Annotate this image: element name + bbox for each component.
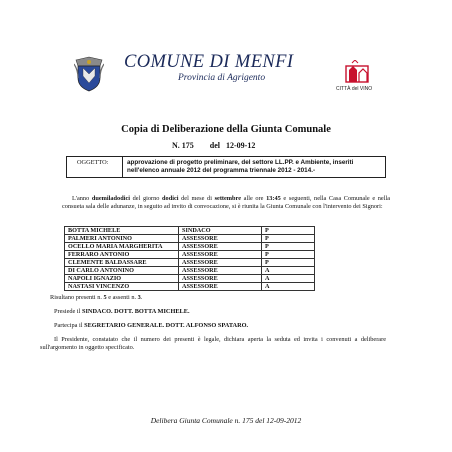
attendance-summary [50, 294, 142, 301]
intro-text: alle ore [241, 195, 267, 202]
member-name: PALMERI ANTONINO [65, 235, 179, 243]
municipal-crest-icon [74, 56, 104, 92]
intro-text: del mese di [178, 195, 215, 202]
member-status: A [262, 275, 315, 283]
member-status: P [262, 243, 315, 251]
citta-del-vino-label: CITTÀ del VINO [336, 86, 373, 92]
presides-name: SINDACO. DOTT. BOTTA MICHELE. [81, 308, 190, 315]
member-role: ASSESSORE [179, 259, 262, 267]
document-number-line [172, 141, 255, 150]
member-name: BOTTA MICHELE [65, 227, 179, 235]
secretary-name: SEGRETARIO GENERALE. DOTT. ALFONSO SPATARO. [84, 322, 249, 329]
table-row [65, 243, 315, 251]
table-row [65, 235, 315, 243]
member-role: ASSESSORE [179, 243, 262, 251]
deliberation-number: N. 175 [172, 141, 194, 150]
citta-del-vino-logo-icon [344, 60, 370, 84]
summary-text: Risultano presenti n. [50, 294, 104, 301]
member-role: ASSESSORE [179, 275, 262, 283]
member-status: P [262, 227, 315, 235]
intro-text: del giorno [130, 195, 163, 202]
table-row [65, 275, 315, 283]
document-heading: Copia di Deliberazione della Giunta Comunale [121, 124, 331, 135]
intro-text: L'anno [72, 195, 92, 202]
page-subtitle: Provincia di Agrigento [178, 73, 266, 83]
member-status: A [262, 283, 315, 291]
intro-year: duemiladodici [91, 195, 130, 202]
intro-paragraph [62, 195, 390, 212]
table-row [65, 267, 315, 275]
member-role: SINDACO [179, 227, 262, 235]
member-role: ASSESSORE [179, 235, 262, 243]
member-name: CLEMENTE BALDASSARE [65, 259, 179, 267]
member-name: DI CARLO ANTONINO [65, 267, 179, 275]
member-role: ASSESSORE [179, 283, 262, 291]
presides-line [54, 308, 190, 315]
attendance-table [64, 226, 315, 291]
page-title: COMUNE DI MENFI [124, 52, 294, 72]
intro-time: 13:45 [266, 195, 281, 202]
closing-paragraph: Il Presidente, constatato che il numero dei presenti è legale, dichiara aperta la seduta ed invita i convenuti a deliberare sull'argomento in oggetto specificato. [40, 336, 386, 352]
member-name: OCELLO MARIA MARGHERITA [65, 243, 179, 251]
subject-text: approvazione di progetto preliminare, del settore LL.PP. e Ambiente, inseriti nell'elenco annuale 2012 del programma triennale 2012 - 2014.- [127, 159, 354, 174]
member-status: P [262, 259, 315, 267]
member-status: A [262, 267, 315, 275]
table-row [65, 259, 315, 267]
secretary-line [54, 322, 248, 329]
secretary-text: Partecipa il [54, 322, 85, 329]
page-footer: Delibera Giunta Comunale n. 175 del 12-09-2012 [150, 416, 302, 425]
summary-text: . [140, 294, 143, 301]
table-row [65, 227, 315, 235]
intro-text: e seguenti, nella Casa Comunale e nella consueta sala delle adunanze, in seguito ad invito di convocazione, si è riunita la Giunta Comunale con l'intervento dei Signori: [62, 195, 390, 211]
table-row [65, 283, 315, 291]
deliberation-date: del 12-09-12 [209, 141, 256, 150]
intro-month: settembre [214, 195, 242, 202]
subject-box [66, 156, 386, 178]
member-name: NASTASI VINCENZO [65, 283, 179, 291]
subject-label: OGGETTO: [67, 157, 123, 177]
member-name: NAPOLI IGNAZIO [65, 275, 179, 283]
member-role: ASSESSORE [179, 251, 262, 259]
presides-text: Presiede il [54, 308, 82, 315]
member-status: P [262, 235, 315, 243]
member-role: ASSESSORE [179, 267, 262, 275]
table-row [65, 251, 315, 259]
member-status: P [262, 251, 315, 259]
member-name: FERRARO ANTONIO [65, 251, 179, 259]
absent-count: 3 [137, 294, 141, 301]
intro-day: dodici [162, 195, 179, 202]
present-count: 5 [103, 294, 107, 301]
summary-text: e assenti n. [106, 294, 138, 301]
